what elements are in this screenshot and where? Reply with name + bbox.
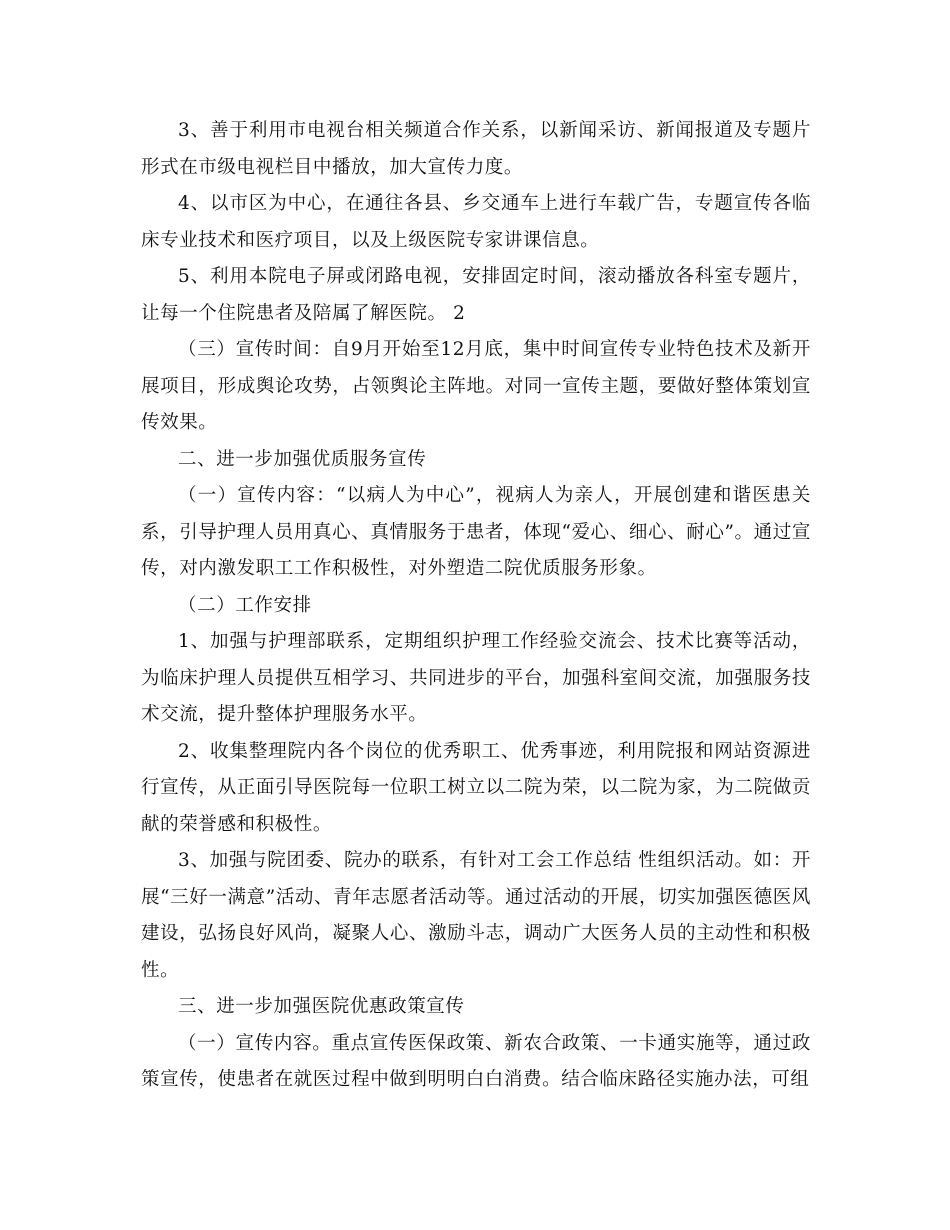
paragraph-item-5: 5、利用本院电子屏或闭路电视，安排固定时间，滚动播放各科室专题片，让每一个住院患者及陪属了解医院。 2 [141,266,811,324]
subheading-work-arrangement: （二）工作安排 [178,594,312,616]
section-heading-quality-service: 二、进一步加强优质服务宣传 [178,448,427,470]
paragraph-arrangement-3: 3、加强与院团委、院办的联系，有针对工会工作总结 性组织活动。如：开展“三好一满意”活动、青年志愿者活动等。通过活动的开展，切实加强医德医风建设，弘扬良好风尚，凝聚人心、激励斗志，调动广大医务人员的主动性和积极性。 [141,850,811,981]
paragraph-arrangement-2: 2、收集整理院内各个岗位的优秀职工、优秀事迹，利用院报和网站资源进行宣传，从正面引导医院每一位职工树立以二院为荣，以二院为家，为二院做贡献的荣誉感和积极性。 [141,740,811,835]
paragraph-policy-content: （一）宣传内容。重点宣传医保政策、新农合政策、一卡通实施等，通过政策宣传，使患者在就医过程中做到明明白白消费。结合临床路径实施办法，可组 [141,1032,811,1090]
section-heading-preferential-policy: 三、进一步加强医院优惠政策宣传 [178,996,465,1017]
paragraph-arrangement-1: 1、加强与护理部联系，定期组织护理工作经验交流会、技术比赛等活动，为临床护理人员提供互相学习、共同进步的平台，加强科室间交流，加强服务技术交流，提升整体护理服务水平。 [141,631,811,725]
document-body [141,113,811,1099]
paragraph-publicity-time: （三）宣传时间：自9月开始至12月底，集中时间宣传专业特色技术及新开展项目，形成舆论攻势，占领舆论主阵地。对同一宣传主题，要做好整体策划宣传效果。 [141,339,811,433]
paragraph-publicity-content: （一）宣传内容：“以病人为中心”，视病人为亲人，开展创建和谐医患关系，引导护理人员用真心、真情服务于患者，体现“爱心、细心、耐心”。通过宣传，对内激发职工工作积极性，对外塑造二院优质服务形象。 [141,485,811,579]
paragraph-item-4: 4、以市区为中心，在通往各县、乡交通车上进行车载广告，专题宣传各临床专业技术和医疗项目，以及上级医院专家讲课信息。 [141,193,811,251]
paragraph-item-3: 3、善于利用市电视台相关频道合作关系，以新闻采访、新闻报道及专题片形式在市级电视栏目中播放，加大宣传力度。 [141,120,811,178]
